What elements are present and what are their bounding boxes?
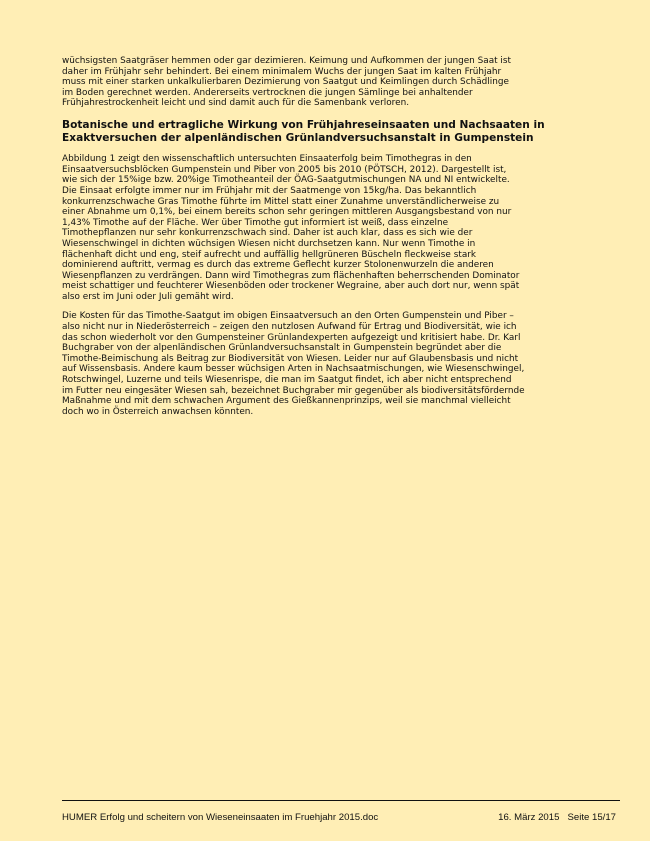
paragraph-intro: wüchsigsten Saatgräser hemmen oder gar dezimieren. Keimung und Aufkommen der jungen Saat ist daher im Frühjahr sehr behindert. Bei einem minimalem Wuchs der jungen Saat im kalten Frühjahr muss mit einer starken unkalkulierbaren Dezimierung von Saatgut und Keimlingen durch Schädlinge im Boden gerechnet werden. Andererseits vertrocknen die jungen Sämlinge bei anhaltender Frühjahrestrockenheit leicht und sind damit auch für die Samenbank verloren. (62, 56, 512, 109)
footer-date: 16. März 2015 (498, 812, 560, 823)
paragraph-costs: Die Kosten für das Timothe-Saatgut im obigen Einsaatversuch an den Orten Gumpenstein und Piber – also nicht nur in Niederösterreich – zeigen den nutzlosen Aufwand für Ertrag und Biodiversität, wie ich das schon wiederholt vor den Gumpensteiner Grünlandexperten aufgezeigt und kritisiert habe. Dr. Karl Buchgraber von der alpenländischen Grünlandversuchsanstalt in Gumpenstein begründet aber die Timothe-Beimischung als Beitrag zur Biodiversität von Wiesen. Leider nur auf Glaubensbasis und nicht auf Wissensbasis. Andere kaum besser wüchsigen Arten in Nachsaatmischungen, wie Wiesenschwingel, Rotschwingel, Luzerne und teils Wiesenrispe, die man im Saatgut findet, ich aber nicht entsprechend im Futter neu eingesäter Wiesen sah, bezeichnet Buchgraber mir gegenüber als biodiversitätsfördernde Maßnahme und mit dem schwachen Argument des Gießkannenprinzips, weil sie manchmal vielleicht doch wo in Österreich anwachsen könnten. (62, 311, 525, 417)
footer-divider (62, 800, 620, 801)
footer-filename: HUMER Erfolg und scheitern von Wieseneinsaaten im Fruehjahr 2015.doc (62, 812, 379, 823)
document-body (62, 56, 622, 417)
paragraph-figure-description: Abbildung 1 zeigt den wissenschaftlich untersuchten Einsaaterfolg beim Timothegras in den Einsaatversuchsblöcken Gumpenstein und Piber von 2005 bis 2010 (PÖTSCH, 2012). Dargestellt ist, wie sich der 15%ige bzw. 20%ige Timotheanteil der ÖAG-Saatgutmischungen NA und NI entwickelte. Die Einsaat erfolgte immer nur im Frühjahr mit der Saatmenge von 15kg/ha. Das bekanntlich konkurrenzschwache Gras Timothe führte im Mittel statt einer Zunahme unverständlicherweise zu einer Abnahme um 0,1%, bei einem bereits schon sehr geringen mittleren Ausgangsbestand von nur 1,43% Timothe auf der Fläche. Wer über Timothe gut informiert ist weiß, dass einzelne Timothepflanzen nur sehr konkurrenzschwach sind. Daher ist auch klar, dass es sich wie der Wiesenschwingel in dichten wüchsigen Wiesen nicht durchsetzen kann. Nur wenn Timothe in flächenhaft dicht und eng, steif aufrecht und auffällig hellgrüneren Büscheln fleckweise stark dominierend auftritt, vermag es durch das extreme Geflecht kurzer Stolonenwurzeln die anderen Wiesenpflanzen zu verdrängen. Dann wird Timothegras zum flächenhaften beherrschenden Dominator meist schattiger und feuchterer Wiesenböden oder trockener Wegraine, aber auch dort nur, wenn spät also erst im Juni oder Juli gemäht wird. (62, 154, 520, 302)
footer-page-number: Seite 15/17 (567, 812, 616, 823)
footer-meta (498, 812, 616, 823)
section-heading: Botanische und ertragliche Wirkung von Frühjahreseinsaaten und Nachsaaten in Exaktversuchen der alpenländischen Grünlandversuchsanstalt in Gumpenstein (62, 118, 545, 144)
